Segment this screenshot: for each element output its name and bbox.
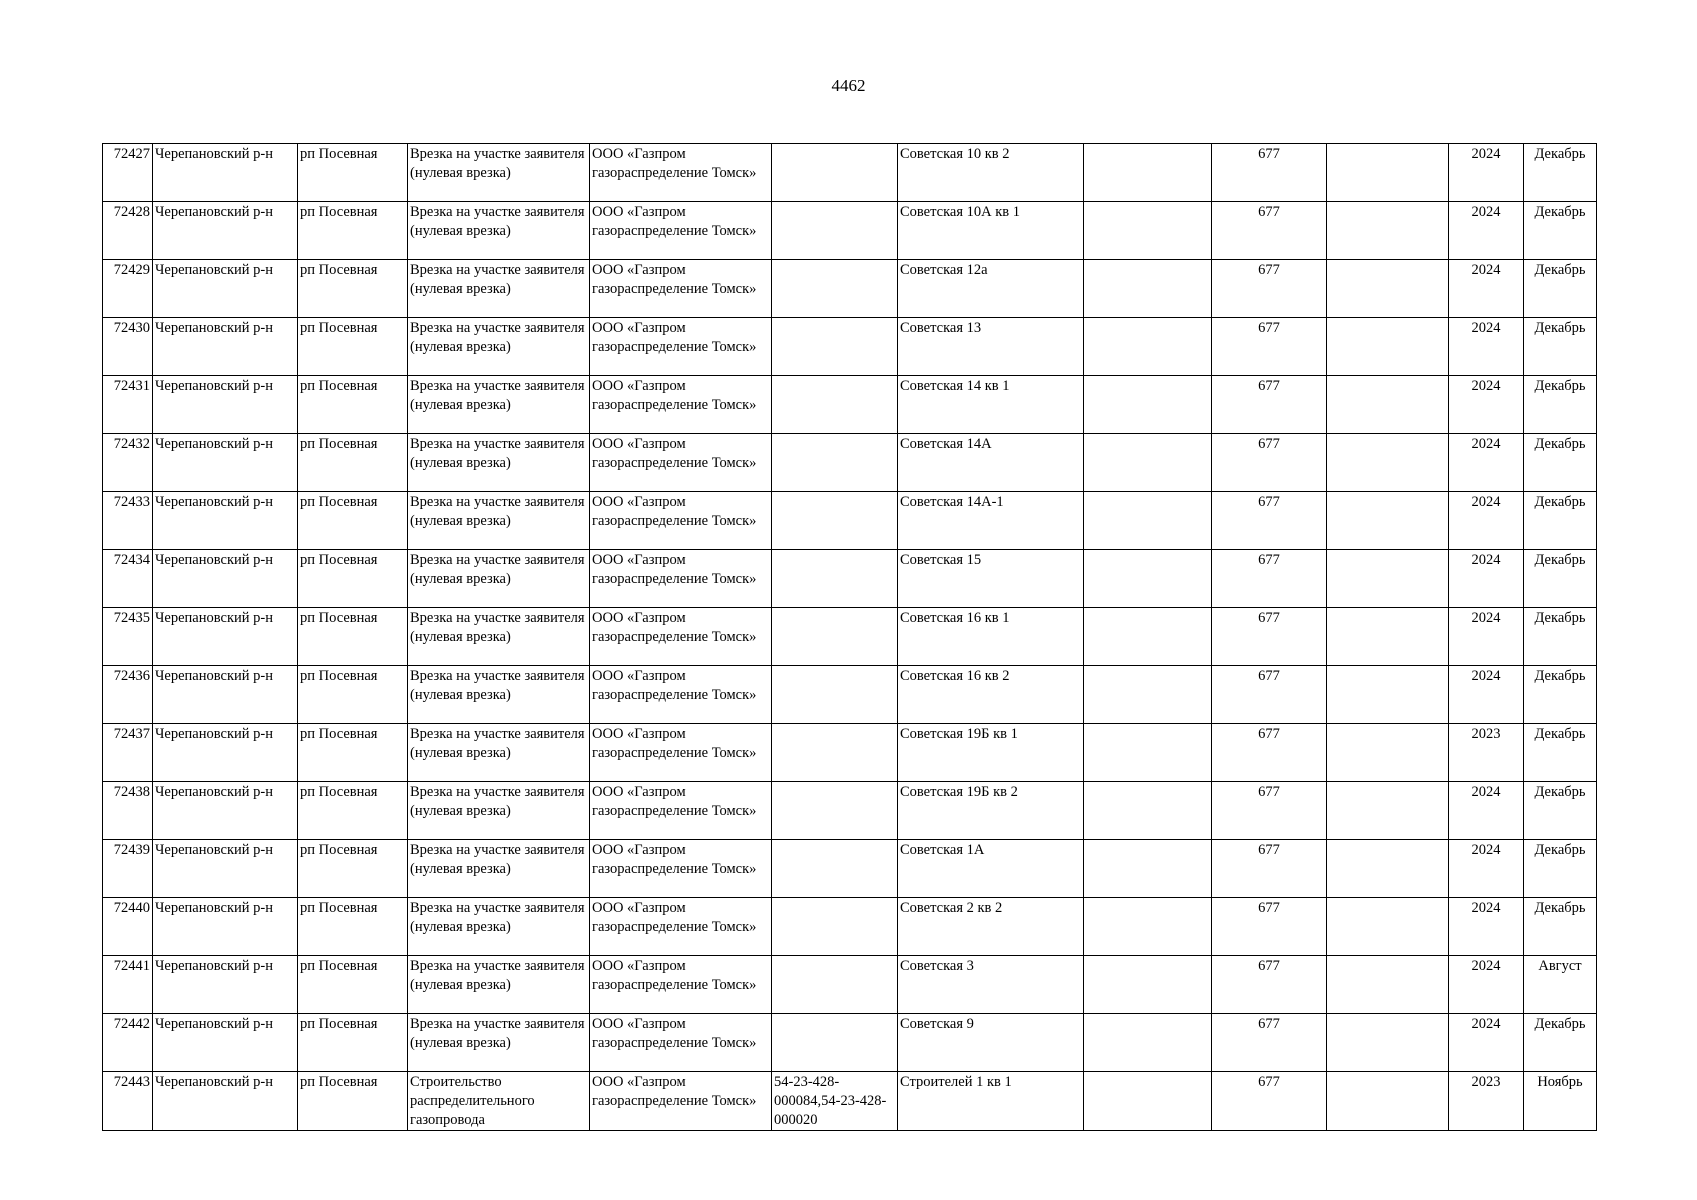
empty-cell	[1327, 202, 1449, 260]
year-cell: 2024	[1449, 318, 1524, 376]
district-cell: Черепановский р-н	[153, 434, 298, 492]
address-cell: Советская 10 кв 2	[898, 144, 1084, 202]
cadastral-number-cell	[772, 608, 898, 666]
empty-cell	[1327, 724, 1449, 782]
locality-cell: рп Посевная	[298, 1014, 408, 1072]
address-cell: Советская 19Б кв 1	[898, 724, 1084, 782]
work-type-cell: Врезка на участке заявителя (нулевая врезка)	[408, 260, 590, 318]
district-cell: Черепановский р-н	[153, 898, 298, 956]
work-type-cell: Врезка на участке заявителя (нулевая врезка)	[408, 434, 590, 492]
address-cell: Строителей 1 кв 1	[898, 1072, 1084, 1131]
organization-cell: ООО «Газпром газораспределение Томск»	[590, 144, 772, 202]
empty-cell	[1327, 1072, 1449, 1131]
record-id-cell: 72443	[103, 1072, 153, 1131]
locality-cell: рп Посевная	[298, 666, 408, 724]
record-id-cell: 72431	[103, 376, 153, 434]
table-row	[103, 724, 1597, 782]
cadastral-number-cell	[772, 898, 898, 956]
table-row	[103, 608, 1597, 666]
cadastral-number-cell	[772, 434, 898, 492]
address-cell: Советская 15	[898, 550, 1084, 608]
locality-cell: рп Посевная	[298, 202, 408, 260]
empty-cell	[1084, 1014, 1212, 1072]
month-cell: Декабрь	[1524, 666, 1597, 724]
work-type-cell: Врезка на участке заявителя (нулевая врезка)	[408, 202, 590, 260]
record-id-cell: 72428	[103, 202, 153, 260]
number-cell: 677	[1212, 666, 1327, 724]
locality-cell: рп Посевная	[298, 550, 408, 608]
month-cell: Декабрь	[1524, 1014, 1597, 1072]
organization-cell: ООО «Газпром газораспределение Томск»	[590, 956, 772, 1014]
empty-cell	[1084, 260, 1212, 318]
year-cell: 2024	[1449, 550, 1524, 608]
table-row	[103, 144, 1597, 202]
district-cell: Черепановский р-н	[153, 840, 298, 898]
table-row	[103, 1072, 1597, 1131]
district-cell: Черепановский р-н	[153, 550, 298, 608]
organization-cell: ООО «Газпром газораспределение Томск»	[590, 608, 772, 666]
number-cell: 677	[1212, 202, 1327, 260]
year-cell: 2024	[1449, 202, 1524, 260]
address-cell: Советская 3	[898, 956, 1084, 1014]
year-cell: 2024	[1449, 144, 1524, 202]
page-number: 4462	[831, 76, 866, 95]
table-row	[103, 434, 1597, 492]
empty-cell	[1327, 492, 1449, 550]
organization-cell: ООО «Газпром газораспределение Томск»	[590, 840, 772, 898]
organization-cell: ООО «Газпром газораспределение Томск»	[590, 1072, 772, 1131]
month-cell: Декабрь	[1524, 550, 1597, 608]
table-row	[103, 956, 1597, 1014]
organization-cell: ООО «Газпром газораспределение Томск»	[590, 898, 772, 956]
record-id-cell: 72440	[103, 898, 153, 956]
table-row	[103, 666, 1597, 724]
empty-cell	[1327, 260, 1449, 318]
table-row	[103, 492, 1597, 550]
organization-cell: ООО «Газпром газораспределение Томск»	[590, 202, 772, 260]
locality-cell: рп Посевная	[298, 1072, 408, 1131]
cadastral-number-cell	[772, 666, 898, 724]
district-cell: Черепановский р-н	[153, 202, 298, 260]
work-type-cell: Врезка на участке заявителя (нулевая врезка)	[408, 840, 590, 898]
empty-cell	[1084, 144, 1212, 202]
month-cell: Декабрь	[1524, 434, 1597, 492]
year-cell: 2024	[1449, 840, 1524, 898]
number-cell: 677	[1212, 144, 1327, 202]
year-cell: 2024	[1449, 376, 1524, 434]
record-id-cell: 72435	[103, 608, 153, 666]
month-cell: Декабрь	[1524, 724, 1597, 782]
district-cell: Черепановский р-н	[153, 318, 298, 376]
district-cell: Черепановский р-н	[153, 1072, 298, 1131]
number-cell: 677	[1212, 376, 1327, 434]
month-cell: Ноябрь	[1524, 1072, 1597, 1131]
empty-cell	[1327, 840, 1449, 898]
locality-cell: рп Посевная	[298, 840, 408, 898]
table-row	[103, 260, 1597, 318]
number-cell: 677	[1212, 434, 1327, 492]
month-cell: Декабрь	[1524, 376, 1597, 434]
work-type-cell: Врезка на участке заявителя (нулевая врезка)	[408, 782, 590, 840]
empty-cell	[1084, 840, 1212, 898]
locality-cell: рп Посевная	[298, 260, 408, 318]
district-cell: Черепановский р-н	[153, 608, 298, 666]
number-cell: 677	[1212, 782, 1327, 840]
locality-cell: рп Посевная	[298, 434, 408, 492]
month-cell: Декабрь	[1524, 492, 1597, 550]
number-cell: 677	[1212, 840, 1327, 898]
record-id-cell: 72429	[103, 260, 153, 318]
table-body	[103, 144, 1597, 1131]
empty-cell	[1084, 318, 1212, 376]
address-cell: Советская 14А-1	[898, 492, 1084, 550]
empty-cell	[1327, 666, 1449, 724]
month-cell: Декабрь	[1524, 202, 1597, 260]
empty-cell	[1327, 144, 1449, 202]
number-cell: 677	[1212, 898, 1327, 956]
work-type-cell: Врезка на участке заявителя (нулевая врезка)	[408, 376, 590, 434]
cadastral-number-cell	[772, 840, 898, 898]
record-id-cell: 72432	[103, 434, 153, 492]
organization-cell: ООО «Газпром газораспределение Томск»	[590, 724, 772, 782]
address-cell: Советская 9	[898, 1014, 1084, 1072]
work-type-cell: Врезка на участке заявителя (нулевая врезка)	[408, 666, 590, 724]
cadastral-number-cell	[772, 318, 898, 376]
record-id-cell: 72433	[103, 492, 153, 550]
table-row	[103, 782, 1597, 840]
address-cell: Советская 19Б кв 2	[898, 782, 1084, 840]
cadastral-number-cell	[772, 492, 898, 550]
number-cell: 677	[1212, 492, 1327, 550]
number-cell: 677	[1212, 724, 1327, 782]
work-type-cell: Врезка на участке заявителя (нулевая врезка)	[408, 1014, 590, 1072]
empty-cell	[1084, 898, 1212, 956]
record-id-cell: 72437	[103, 724, 153, 782]
work-type-cell: Строительство распределительного газопровода	[408, 1072, 590, 1131]
year-cell: 2024	[1449, 956, 1524, 1014]
number-cell: 677	[1212, 1014, 1327, 1072]
empty-cell	[1327, 318, 1449, 376]
empty-cell	[1327, 898, 1449, 956]
district-cell: Черепановский р-н	[153, 782, 298, 840]
address-cell: Советская 16 кв 1	[898, 608, 1084, 666]
table-row	[103, 898, 1597, 956]
year-cell: 2024	[1449, 608, 1524, 666]
number-cell: 677	[1212, 550, 1327, 608]
address-cell: Советская 12а	[898, 260, 1084, 318]
month-cell: Декабрь	[1524, 144, 1597, 202]
table-row	[103, 840, 1597, 898]
year-cell: 2024	[1449, 492, 1524, 550]
cadastral-number-cell	[772, 144, 898, 202]
district-cell: Черепановский р-н	[153, 492, 298, 550]
locality-cell: рп Посевная	[298, 318, 408, 376]
work-type-cell: Врезка на участке заявителя (нулевая врезка)	[408, 550, 590, 608]
record-id-cell: 72438	[103, 782, 153, 840]
table-row	[103, 376, 1597, 434]
cadastral-number-cell: 54-23-428-000084,54-23-428-000020	[772, 1072, 898, 1131]
record-id-cell: 72442	[103, 1014, 153, 1072]
record-id-cell: 72427	[103, 144, 153, 202]
locality-cell: рп Посевная	[298, 376, 408, 434]
empty-cell	[1327, 550, 1449, 608]
district-cell: Черепановский р-н	[153, 144, 298, 202]
locality-cell: рп Посевная	[298, 898, 408, 956]
locality-cell: рп Посевная	[298, 724, 408, 782]
empty-cell	[1084, 956, 1212, 1014]
cadastral-number-cell	[772, 724, 898, 782]
number-cell: 677	[1212, 260, 1327, 318]
organization-cell: ООО «Газпром газораспределение Томск»	[590, 260, 772, 318]
organization-cell: ООО «Газпром газораспределение Томск»	[590, 434, 772, 492]
year-cell: 2024	[1449, 666, 1524, 724]
address-cell: Советская 1А	[898, 840, 1084, 898]
year-cell: 2024	[1449, 260, 1524, 318]
year-cell: 2023	[1449, 1072, 1524, 1131]
record-id-cell: 72439	[103, 840, 153, 898]
number-cell: 677	[1212, 318, 1327, 376]
cadastral-number-cell	[772, 376, 898, 434]
empty-cell	[1084, 492, 1212, 550]
cadastral-number-cell	[772, 260, 898, 318]
address-cell: Советская 16 кв 2	[898, 666, 1084, 724]
table-row	[103, 550, 1597, 608]
locality-cell: рп Посевная	[298, 956, 408, 1014]
empty-cell	[1327, 376, 1449, 434]
address-cell: Советская 10А кв 1	[898, 202, 1084, 260]
table-row	[103, 202, 1597, 260]
district-cell: Черепановский р-н	[153, 666, 298, 724]
locality-cell: рп Посевная	[298, 492, 408, 550]
district-cell: Черепановский р-н	[153, 1014, 298, 1072]
table-row	[103, 1014, 1597, 1072]
empty-cell	[1084, 376, 1212, 434]
empty-cell	[1084, 1072, 1212, 1131]
month-cell: Декабрь	[1524, 898, 1597, 956]
organization-cell: ООО «Газпром газораспределение Томск»	[590, 666, 772, 724]
cadastral-number-cell	[772, 782, 898, 840]
address-cell: Советская 14 кв 1	[898, 376, 1084, 434]
empty-cell	[1084, 202, 1212, 260]
district-cell: Черепановский р-н	[153, 724, 298, 782]
district-cell: Черепановский р-н	[153, 260, 298, 318]
number-cell: 677	[1212, 1072, 1327, 1131]
cadastral-number-cell	[772, 550, 898, 608]
table-row	[103, 318, 1597, 376]
work-type-cell: Врезка на участке заявителя (нулевая врезка)	[408, 724, 590, 782]
work-type-cell: Врезка на участке заявителя (нулевая врезка)	[408, 318, 590, 376]
year-cell: 2024	[1449, 782, 1524, 840]
empty-cell	[1327, 608, 1449, 666]
empty-cell	[1084, 782, 1212, 840]
empty-cell	[1084, 666, 1212, 724]
empty-cell	[1327, 1014, 1449, 1072]
address-cell: Советская 14А	[898, 434, 1084, 492]
month-cell: Декабрь	[1524, 608, 1597, 666]
record-id-cell: 72434	[103, 550, 153, 608]
work-type-cell: Врезка на участке заявителя (нулевая врезка)	[408, 956, 590, 1014]
locality-cell: рп Посевная	[298, 782, 408, 840]
cadastral-number-cell	[772, 1014, 898, 1072]
month-cell: Декабрь	[1524, 318, 1597, 376]
month-cell: Август	[1524, 956, 1597, 1014]
empty-cell	[1084, 608, 1212, 666]
organization-cell: ООО «Газпром газораспределение Томск»	[590, 318, 772, 376]
work-type-cell: Врезка на участке заявителя (нулевая врезка)	[408, 492, 590, 550]
work-type-cell: Врезка на участке заявителя (нулевая врезка)	[408, 898, 590, 956]
number-cell: 677	[1212, 608, 1327, 666]
cadastral-number-cell	[772, 202, 898, 260]
record-id-cell: 72430	[103, 318, 153, 376]
empty-cell	[1327, 434, 1449, 492]
organization-cell: ООО «Газпром газораспределение Томск»	[590, 550, 772, 608]
locality-cell: рп Посевная	[298, 608, 408, 666]
locality-cell: рп Посевная	[298, 144, 408, 202]
number-cell: 677	[1212, 956, 1327, 1014]
year-cell: 2024	[1449, 898, 1524, 956]
empty-cell	[1084, 550, 1212, 608]
organization-cell: ООО «Газпром газораспределение Томск»	[590, 1014, 772, 1072]
empty-cell	[1327, 956, 1449, 1014]
address-cell: Советская 13	[898, 318, 1084, 376]
work-type-cell: Врезка на участке заявителя (нулевая врезка)	[408, 608, 590, 666]
month-cell: Декабрь	[1524, 260, 1597, 318]
record-id-cell: 72436	[103, 666, 153, 724]
empty-cell	[1084, 434, 1212, 492]
organization-cell: ООО «Газпром газораспределение Томск»	[590, 376, 772, 434]
month-cell: Декабрь	[1524, 840, 1597, 898]
month-cell: Декабрь	[1524, 782, 1597, 840]
organization-cell: ООО «Газпром газораспределение Томск»	[590, 492, 772, 550]
empty-cell	[1084, 724, 1212, 782]
record-id-cell: 72441	[103, 956, 153, 1014]
year-cell: 2023	[1449, 724, 1524, 782]
year-cell: 2024	[1449, 1014, 1524, 1072]
district-cell: Черепановский р-н	[153, 956, 298, 1014]
gas-connection-table	[102, 143, 1597, 1131]
work-type-cell: Врезка на участке заявителя (нулевая врезка)	[408, 144, 590, 202]
cadastral-number-cell	[772, 956, 898, 1014]
address-cell: Советская 2 кв 2	[898, 898, 1084, 956]
year-cell: 2024	[1449, 434, 1524, 492]
district-cell: Черепановский р-н	[153, 376, 298, 434]
organization-cell: ООО «Газпром газораспределение Томск»	[590, 782, 772, 840]
empty-cell	[1327, 782, 1449, 840]
